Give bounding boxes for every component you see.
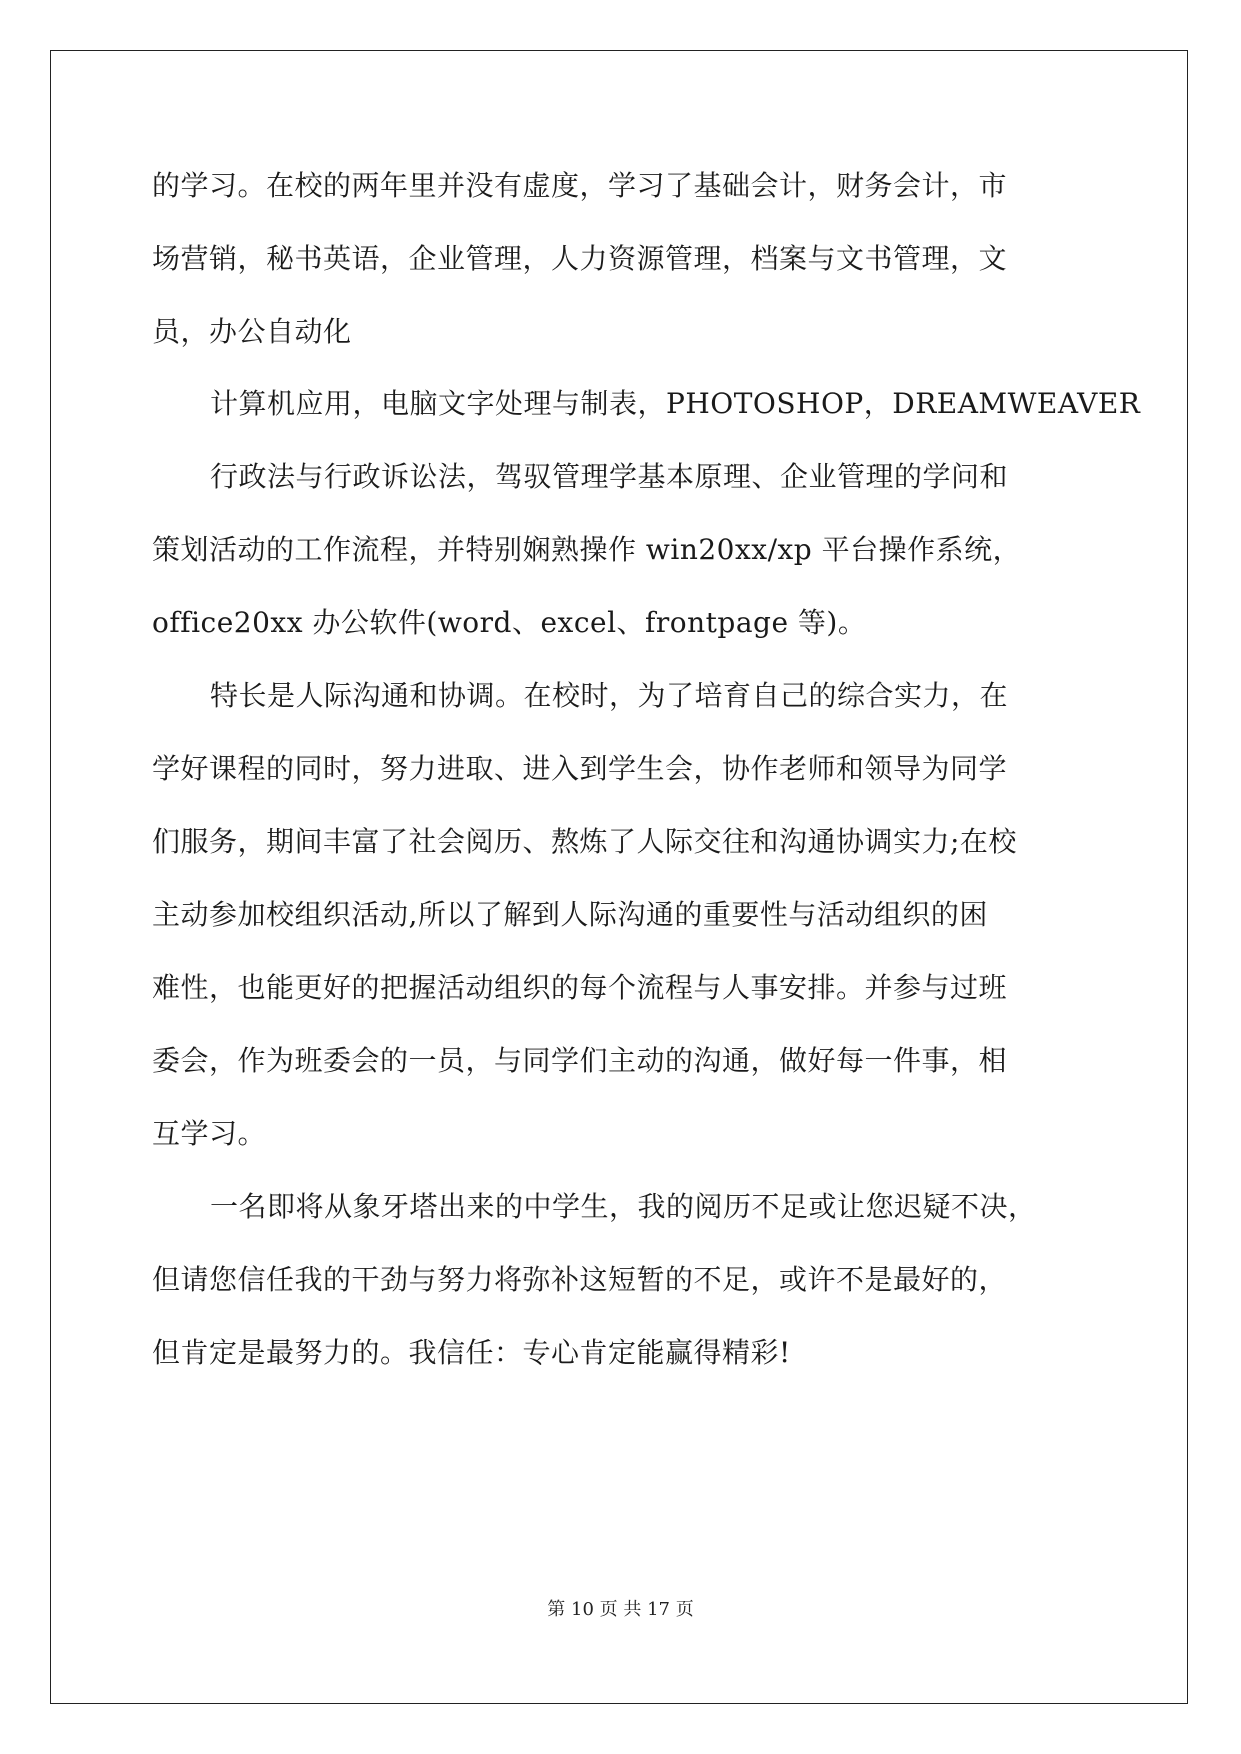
text-line: 们服务，期间丰富了社会阅历、熬炼了人际交往和沟通协调实力;在校 (152, 825, 1017, 858)
text-line: 场营销，秘书英语，企业管理，人力资源管理，档案与文书管理，文 (152, 242, 1008, 275)
text-line: 特长是人际沟通和协调。在校时，为了培育自己的综合实力，在 (210, 679, 1009, 712)
text-line: 策划活动的工作流程，并特别娴熟操作 win20xx/xp 平台操作系统， (152, 533, 1022, 566)
text-line: 委会，作为班委会的一员，与同学们主动的沟通，做好每一件事，相 (152, 1044, 1008, 1077)
text-line: 行政法与行政诉讼法，驾驭管理学基本原理、企业管理的学问和 (210, 460, 1009, 493)
text-line: 的学习。在校的两年里并没有虚度，学习了基础会计，财务会计，市 (152, 169, 1008, 202)
text-line: office20xx 办公软件(word、excel、frontpage 等)。 (152, 606, 867, 639)
text-line: 学好课程的同时，努力进取、进入到学生会，协作老师和领导为同学 (152, 752, 1008, 785)
page-border (50, 50, 1188, 1704)
text-line: 但请您信任我的干劲与努力将弥补这短暂的不足，或许不是最好的， (152, 1263, 1008, 1296)
text-line: 一名即将从象牙塔出来的中学生，我的阅历不足或让您迟疑不决， (210, 1190, 1037, 1223)
text-line: 员，办公自动化 (152, 315, 352, 348)
text-line: 互学习。 (152, 1117, 267, 1150)
text-line: 主动参加校组织活动,所以了解到人际沟通的重要性与活动组织的困 (152, 898, 988, 931)
text-line: 难性，也能更好的把握活动组织的每个流程与人事安排。并参与过班 (152, 971, 1008, 1004)
text-line: 但肯定是最努力的。我信任：专心肯定能赢得精彩! (152, 1336, 791, 1369)
text-line: 计算机应用，电脑文字处理与制表，PHOTOSHOP，DREAMWEAVER (210, 387, 1141, 420)
page-number-footer: 第 10 页 共 17 页 (547, 1599, 694, 1620)
